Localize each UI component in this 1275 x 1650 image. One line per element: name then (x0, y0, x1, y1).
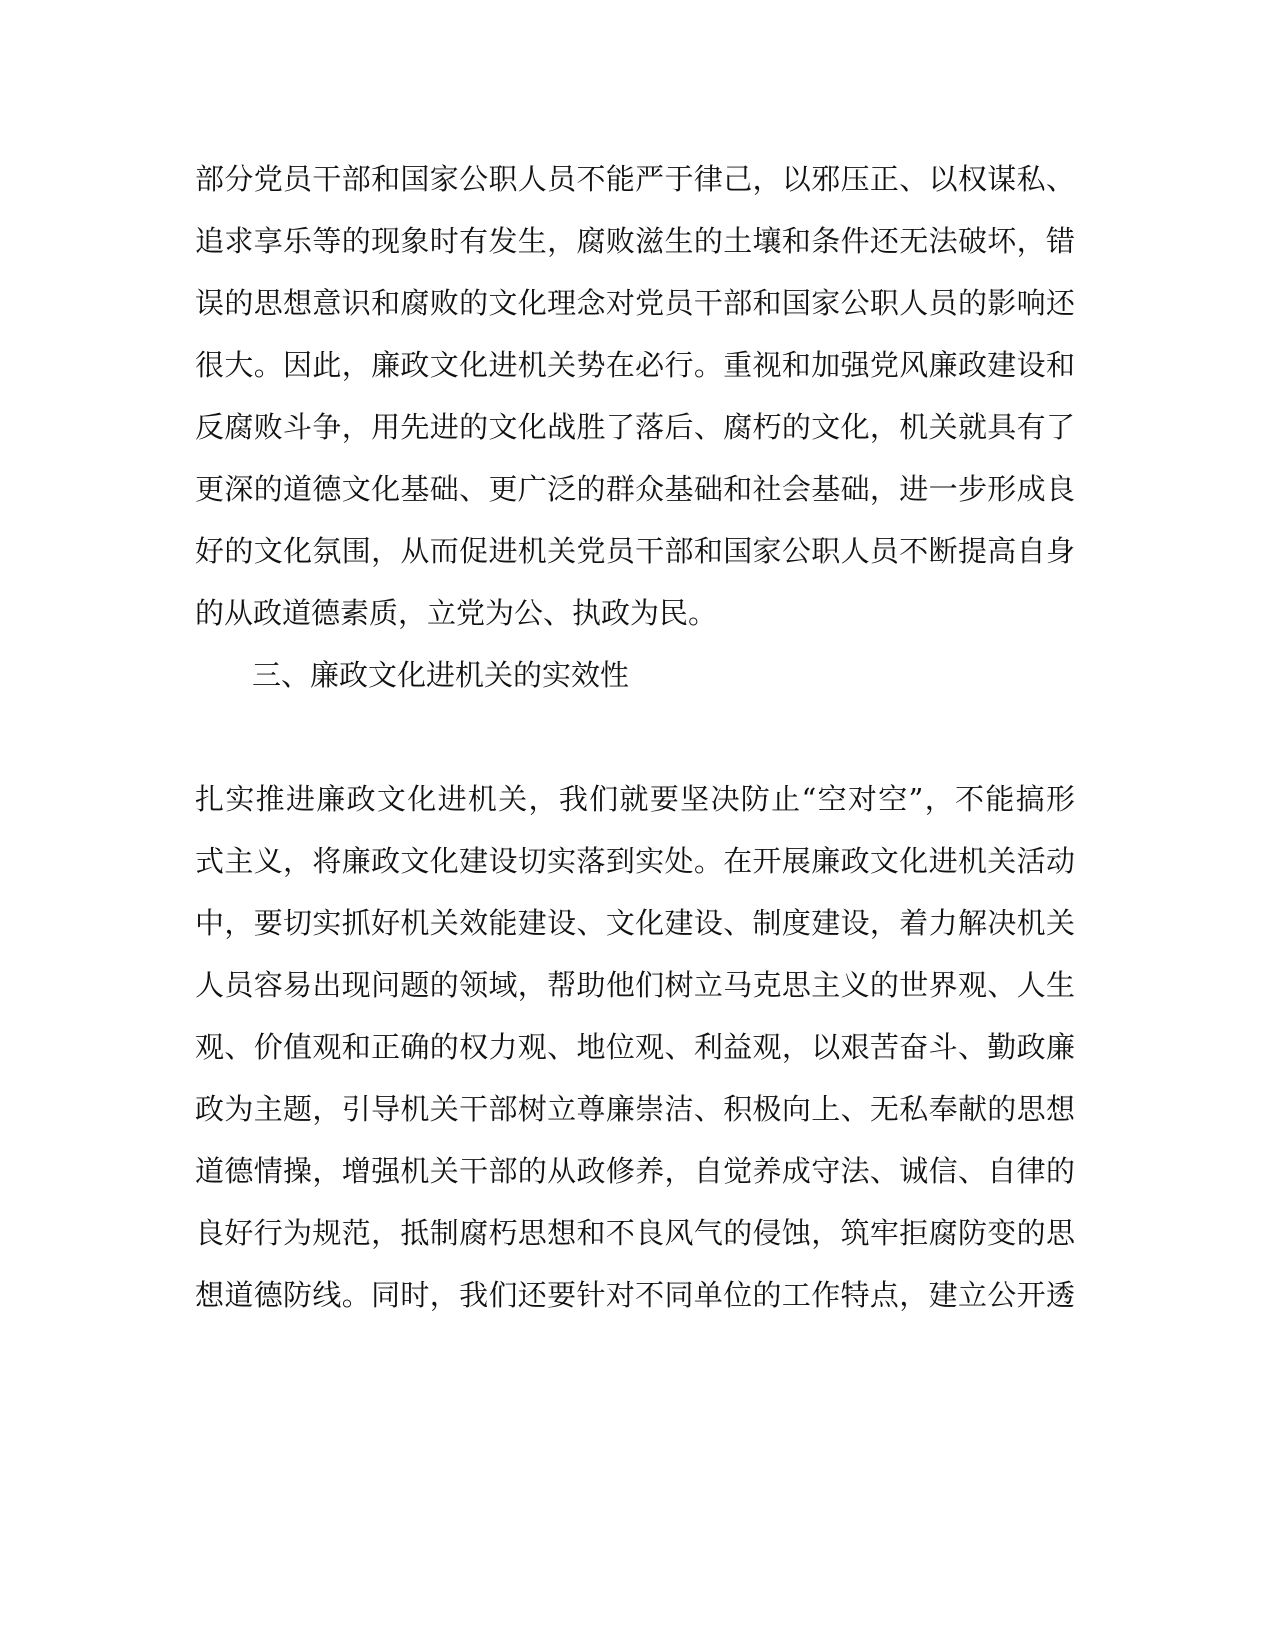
paragraph-line: 道德情操，增强机关干部的从政修养，自觉养成守法、诚信、自律的 (195, 1154, 1075, 1188)
paragraph-line: 想道德防线。同时，我们还要针对不同单位的工作特点，建立公开透 (195, 1278, 1075, 1312)
paragraph-line: 的从政道德素质，立党为公、执政为民。 (195, 596, 718, 630)
section-heading: 三、廉政文化进机关的实效性 (252, 658, 630, 692)
paragraph-line: 中，要切实抓好机关效能建设、文化建设、制度建设，着力解决机关 (195, 906, 1075, 940)
paragraph-line: 政为主题，引导机关干部树立尊廉崇洁、积极向上、无私奉献的思想 (195, 1092, 1075, 1126)
paragraph-line: 反腐败斗争，用先进的文化战胜了落后、腐朽的文化，机关就具有了 (195, 410, 1075, 444)
paragraph-line: 良好行为规范，抵制腐朽思想和不良风气的侵蚀，筑牢拒腐防变的思 (195, 1216, 1075, 1250)
paragraph-line: 观、价值观和正确的权力观、地位观、利益观，以艰苦奋斗、勤政廉 (195, 1030, 1075, 1064)
paragraph-line: 好的文化氛围，从而促进机关党员干部和国家公职人员不断提高自身 (195, 534, 1075, 568)
paragraph-line: 扎实推进廉政文化进机关，我们就要坚决防止“空对空”，不能搞形 (195, 782, 1075, 816)
paragraph-line: 很大。因此，廉政文化进机关势在必行。重视和加强党风廉政建设和 (195, 348, 1075, 382)
paragraph-line: 更深的道德文化基础、更广泛的群众基础和社会基础，进一步形成良 (195, 472, 1075, 506)
paragraph-line: 人员容易出现问题的领域，帮助他们树立马克思主义的世界观、人生 (195, 968, 1075, 1002)
paragraph-line: 追求享乐等的现象时有发生，腐败滋生的土壤和条件还无法破坏，错 (195, 224, 1075, 258)
paragraph-line: 误的思想意识和腐败的文化理念对党员干部和国家公职人员的影响还 (195, 286, 1075, 320)
paragraph-line: 部分党员干部和国家公职人员不能严于律己，以邪压正、以权谋私、 (195, 162, 1075, 196)
paragraph-line: 式主义，将廉政文化建设切实落到实处。在开展廉政文化进机关活动 (195, 844, 1075, 878)
